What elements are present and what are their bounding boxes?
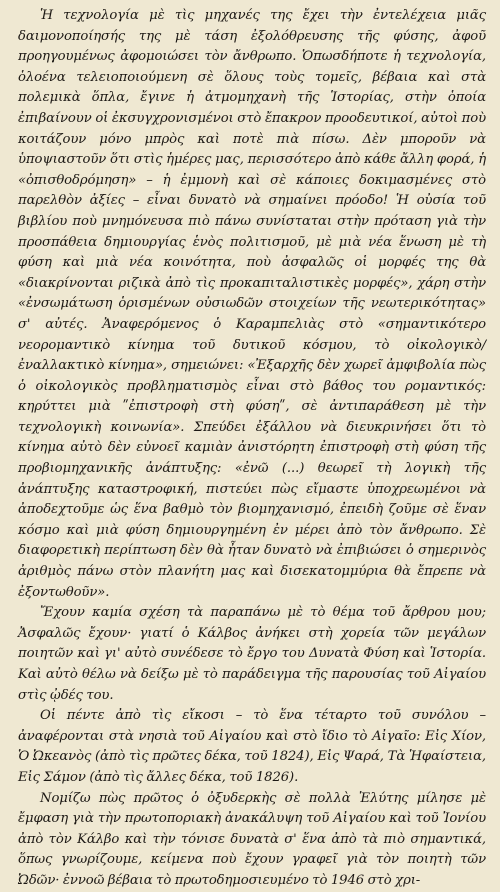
- paragraph-kalvos-relation: Ἔχουν καμία σχέση τὰ παραπάνω μὲ τὸ θέμα τοῦ ἄρθρου μου; Ἀσφαλῶς ἔχουν· γιατί ὁ Κάλβος ἀνήκει στὴ χορεία τῶν μεγάλων ποιητῶν καὶ γι' αὐτὸ συνέδεσε τὸ ἔργο του Δυνατὰ Φύση καὶ Ἱστορία. Καὶ αὐτὸ θέλω νὰ δείξω μὲ τὸ παράδειγμα τῆς παρουσίας τοῦ Αἰγαίου στὶς ᾠδές του.: [18, 605, 486, 703]
- paragraph-aegean-odes: Οἱ πέντε ἀπὸ τὶς εἴκοσι – τὸ ἕνα τέταρτο τοῦ συνόλου – ἀναφέρονται στὰ νησιὰ τοῦ Αἰγαίου καὶ στὸ ἴδιο τὸ Αἰγαῖο: Εἰς Χίον, Ὁ Ὠκεανὸς (ἀπὸ τὶς πρῶτες δέκα, τοῦ 1824), Εἰς Ψαρά, Τὰ Ἡφαίστεια, Εἰς Σάμον (ἀπὸ τὶς ἄλλες δέκα, τοῦ 1826).: [18, 708, 486, 785]
- paragraph-elytis: Νομίζω πὼς πρῶτος ὁ ὀξυδερκὴς σὲ πολλὰ Ἐλύτης μίλησε μὲ ἔμφαση γιὰ τὴν πρωτοποριακὴ ἀνακάλυψη τοῦ Αἰγαίου καὶ τοῦ Ἰονίου ἀπὸ τὸν Κάλβο καὶ τὴν τόνισε δυνατὰ σ' ἕνα ἀπὸ τὰ πιὸ σημαντικά, ὅπως γνωρίζουμε, κείμενα ποὺ ἔχουν γραφεῖ γιὰ τὸν ποιητὴ τῶν Ὠδῶν· ἐννοῶ βέβαια τὸ πρωτοδημοσιευμένο τὸ 1946 στὸ χρι-: [18, 790, 486, 888]
- paragraph-technology: Ἡ τεχνολογία μὲ τὶς μηχανές της ἔχει τὴν ἐντελέχεια μιᾶς δαιμονοποίησής της μὲ τάση ἐξολόθρευσης τῆς φύσης, ἀφοῦ προηγουμένως ἀφομοιώσει τὸν ἄνθρωπο. Ὁπωσδήποτε ἡ τεχνολογία, ὁλοένα τελειοποιούμενη σὲ ὅλους τοὺς τομεῖς, βέβαια καὶ στὰ πολεμικὰ ὅπλα, ἔγινε ἡ ἀτμομηχανὴ τῆς Ἱστορίας, στὴν ὁποία ἐπιβαίνουν οἱ ἐκσυγχρονισμένοι στὸ ἔπακρον προοδευτικοί, αὐτοὶ ποὺ κοιτάζουν μόνο μπρὸς καὶ ποτὲ πιὰ πίσω. Δὲν μποροῦν νὰ ὑποψιαστοῦν ὅτι στὶς ἡμέρες μας, περισσότερο ἀπὸ κάθε ἄλλη φορά, ἡ «ὀπισθοδρόμηση» – ἡ ἐμμονὴ καὶ σὲ κάποιες δοκιμασμένες στὸ παρελθὸν ἀξίες – εἶναι δυνατὸ νὰ σημαίνει πρόοδο! Ἡ οὐσία τοῦ βιβλίου ποὺ μνημόνευσα πιὸ πάνω συνίσταται στὴν πρόταση γιὰ τὴν προσπάθεια δημιουργίας ἑνὸς πολιτισμοῦ, μὲ μιὰ νέα ἕνωση μὲ τὴ φύση καὶ μιὰ νέα κοινότητα, ποὺ ἀσφαλῶς οἱ μορφές της θὰ «διακρίνονται ριζικὰ ἀπὸ τὶς προκαπιταλιστικὲς μορφές», χάρη στὴν «ἐνσωμάτωση ὁρισμένων οὐσιωδῶν στοιχείων τῆς νεωτερικότητας» σ' αὐτές. Ἀναφερόμενος ὁ Καραμπελιὰς στὸ «σημαντικότερο νεορομαντικὸ κίνημα τοῦ δυτικοῦ κόσμου, τὸ οἰκολογικὸ/ἐναλλακτικὸ κίνημα», σημειώνει: «Ἐξαρχῆς δὲν χωρεῖ ἀμφιβολία πὼς ὁ οἰκολογικὸς προβληματισμὸς εἶναι στὸ βάθος του ρομαντικός: κηρύττει μιὰ ʺἐπιστροφὴ στὴ φύσηʺ, σὲ ἀντιπαράθεση μὲ τὴν τεχνολογικὴ κοινωνία». Σπεύδει ἐξάλλου νὰ διευκρινήσει ὅτι τὸ κίνημα αὐτὸ δὲν εὐνοεῖ καμιὰν ἀνιστόρητη ἐπιστροφὴ στὴ φύση τῆς προβιομηχανικῆς ἀνάπτυξης: «ἐνῶ (...) θεωρεῖ τὴ λογικὴ τῆς ἀνάπτυξης καταστροφική, πιστεύει πὼς εἴμαστε ὑποχρεωμένοι νὰ ἀποδεχτοῦμε ὡς ἕνα βαθμὸ τὸν βιομηχανισμό, ἐπειδὴ ζοῦμε σὲ ἕναν κόσμο καὶ μιὰ φύση δημιουργημένη ἐν μέρει ἀπὸ τὸν ἄνθρωπο. Σὲ διαφορετικὴ περίπτωση δὲν θὰ ἦταν δυνατὸ νὰ ἐπιβιώσει ὁ σημερινὸς ἀριθμὸς πάνω στὸν πλανήτη μας καὶ δισεκατομμύρια θὰ ἔπρεπε νὰ ἐξοντωθοῦν».: [18, 8, 486, 600]
